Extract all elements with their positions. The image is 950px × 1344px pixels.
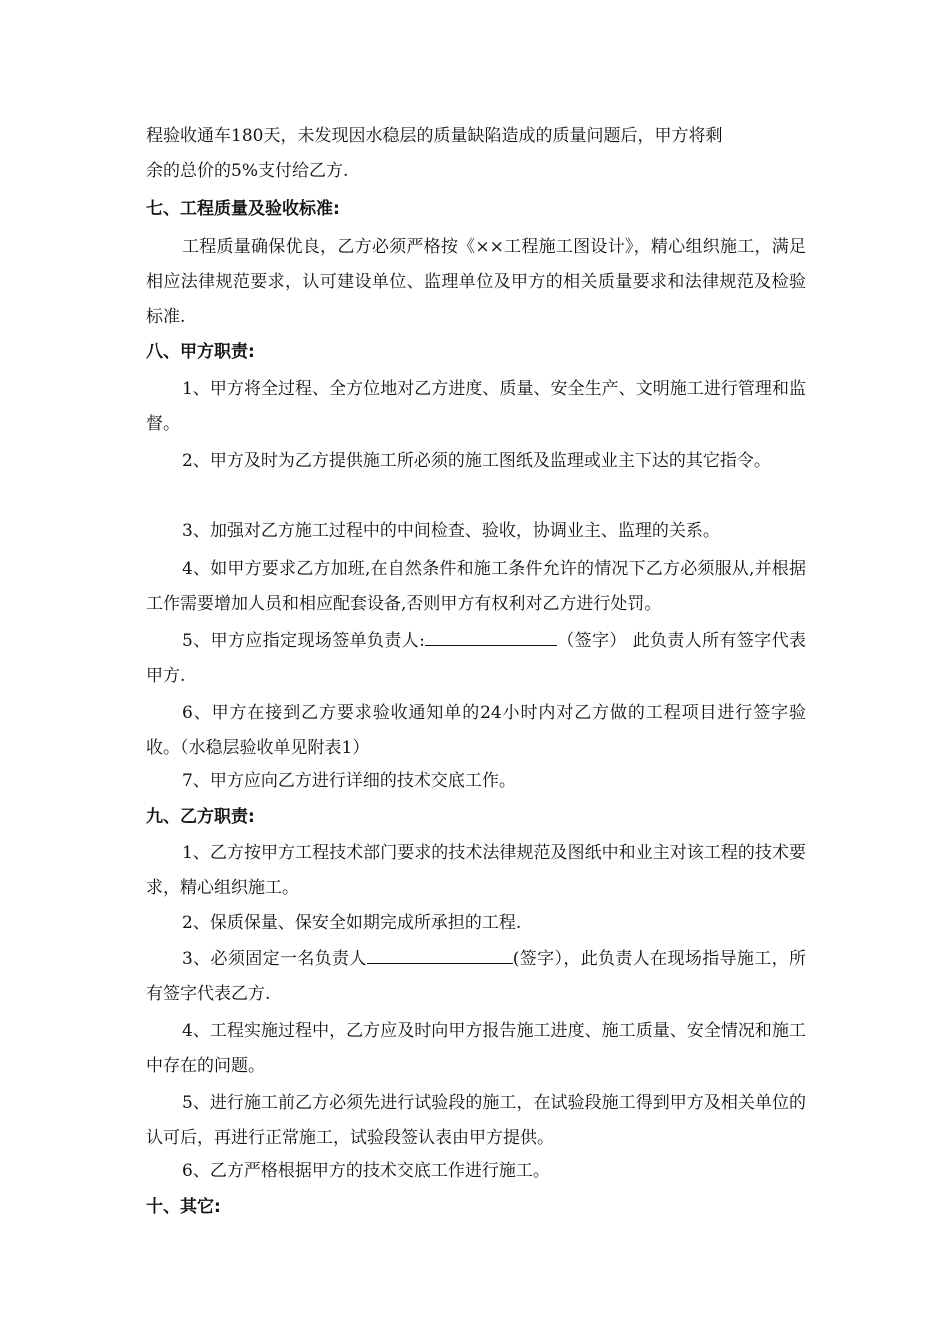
section-8-heading: 八、甲方职责: bbox=[146, 342, 255, 362]
section-8-item-1: 1、甲方将全过程、全方位地对乙方进度、质量、安全生产、文明施工进行管理和监督。 bbox=[146, 379, 806, 434]
signature-blank-party-a bbox=[425, 629, 557, 646]
section-8-item-7: 7、甲方应向乙方进行详细的技术交底工作。 bbox=[182, 771, 516, 791]
intro-line-2: 余的总价的5%支付给乙方. bbox=[146, 161, 349, 181]
section-9-item-5: 5、进行施工前乙方必须先进行试验段的施工，在试验段施工得到甲方及相关单位的认可后，再进行正常施工，试验段签认表由甲方提供。 bbox=[146, 1093, 806, 1148]
section-9-item-6: 6、乙方严格根据甲方的技术交底工作进行施工。 bbox=[182, 1161, 550, 1181]
s9-item3-post: (签字），此负责人在现场指导施工，所有签字代表乙方. bbox=[146, 949, 806, 1004]
section-8-item-6: 6、甲方在接到乙方要求验收通知单的24小时内对乙方做的工程项目进行签字验收。（水稳层验收单见附表1） bbox=[146, 703, 806, 758]
intro-line-1: 程验收通车180天，未发现因水稳层的质量缺陷造成的质量问题后，甲方将剩 bbox=[146, 126, 723, 146]
section-10-heading: 十、其它: bbox=[146, 1197, 221, 1217]
signature-blank-party-b bbox=[367, 947, 513, 964]
section-9-item-3 bbox=[146, 942, 806, 1012]
s8-item5-pre: 5、甲方应指定现场签单负责人: bbox=[182, 631, 425, 651]
section-7-paragraph: 工程质量确保优良，乙方必须严格按《××工程施工图设计》，精心组织施工，满足相应法律规范要求，认可建设单位、监理单位及甲方的相关质量要求和法律规范及检验标准. bbox=[146, 237, 806, 327]
section-9-heading: 九、乙方职责: bbox=[146, 807, 255, 827]
section-9-item-1: 1、乙方按甲方工程技术部门要求的技术法律规范及图纸中和业主对该工程的技术要求，精心组织施工。 bbox=[146, 843, 806, 898]
section-8-item-4: 4、如甲方要求乙方加班,在自然条件和施工条件允许的情况下乙方必须服从,并根据工作需要增加人员和相应配套设备,否则甲方有权利对乙方进行处罚。 bbox=[146, 559, 806, 614]
s9-item3-pre: 3、必须固定一名负责人 bbox=[182, 949, 367, 969]
section-9-item-2: 2、保质保量、保安全如期完成所承担的工程. bbox=[182, 913, 522, 933]
section-9-item-4: 4、工程实施过程中，乙方应及时向甲方报告施工进度、施工质量、安全情况和施工中存在的问题。 bbox=[146, 1021, 806, 1076]
section-8-item-3: 3、加强对乙方施工过程中的中间检查、验收，协调业主、监理的关系。 bbox=[182, 521, 720, 541]
section-7-heading: 七、工程质量及验收标准: bbox=[146, 199, 340, 219]
s8-item5-post: （签字） 此负责人所有签字代表甲方. bbox=[146, 631, 807, 686]
section-8-item-2: 2、甲方及时为乙方提供施工所必须的施工图纸及监理或业主下达的其它指令。 bbox=[182, 451, 771, 471]
section-8-item-5 bbox=[146, 624, 806, 694]
